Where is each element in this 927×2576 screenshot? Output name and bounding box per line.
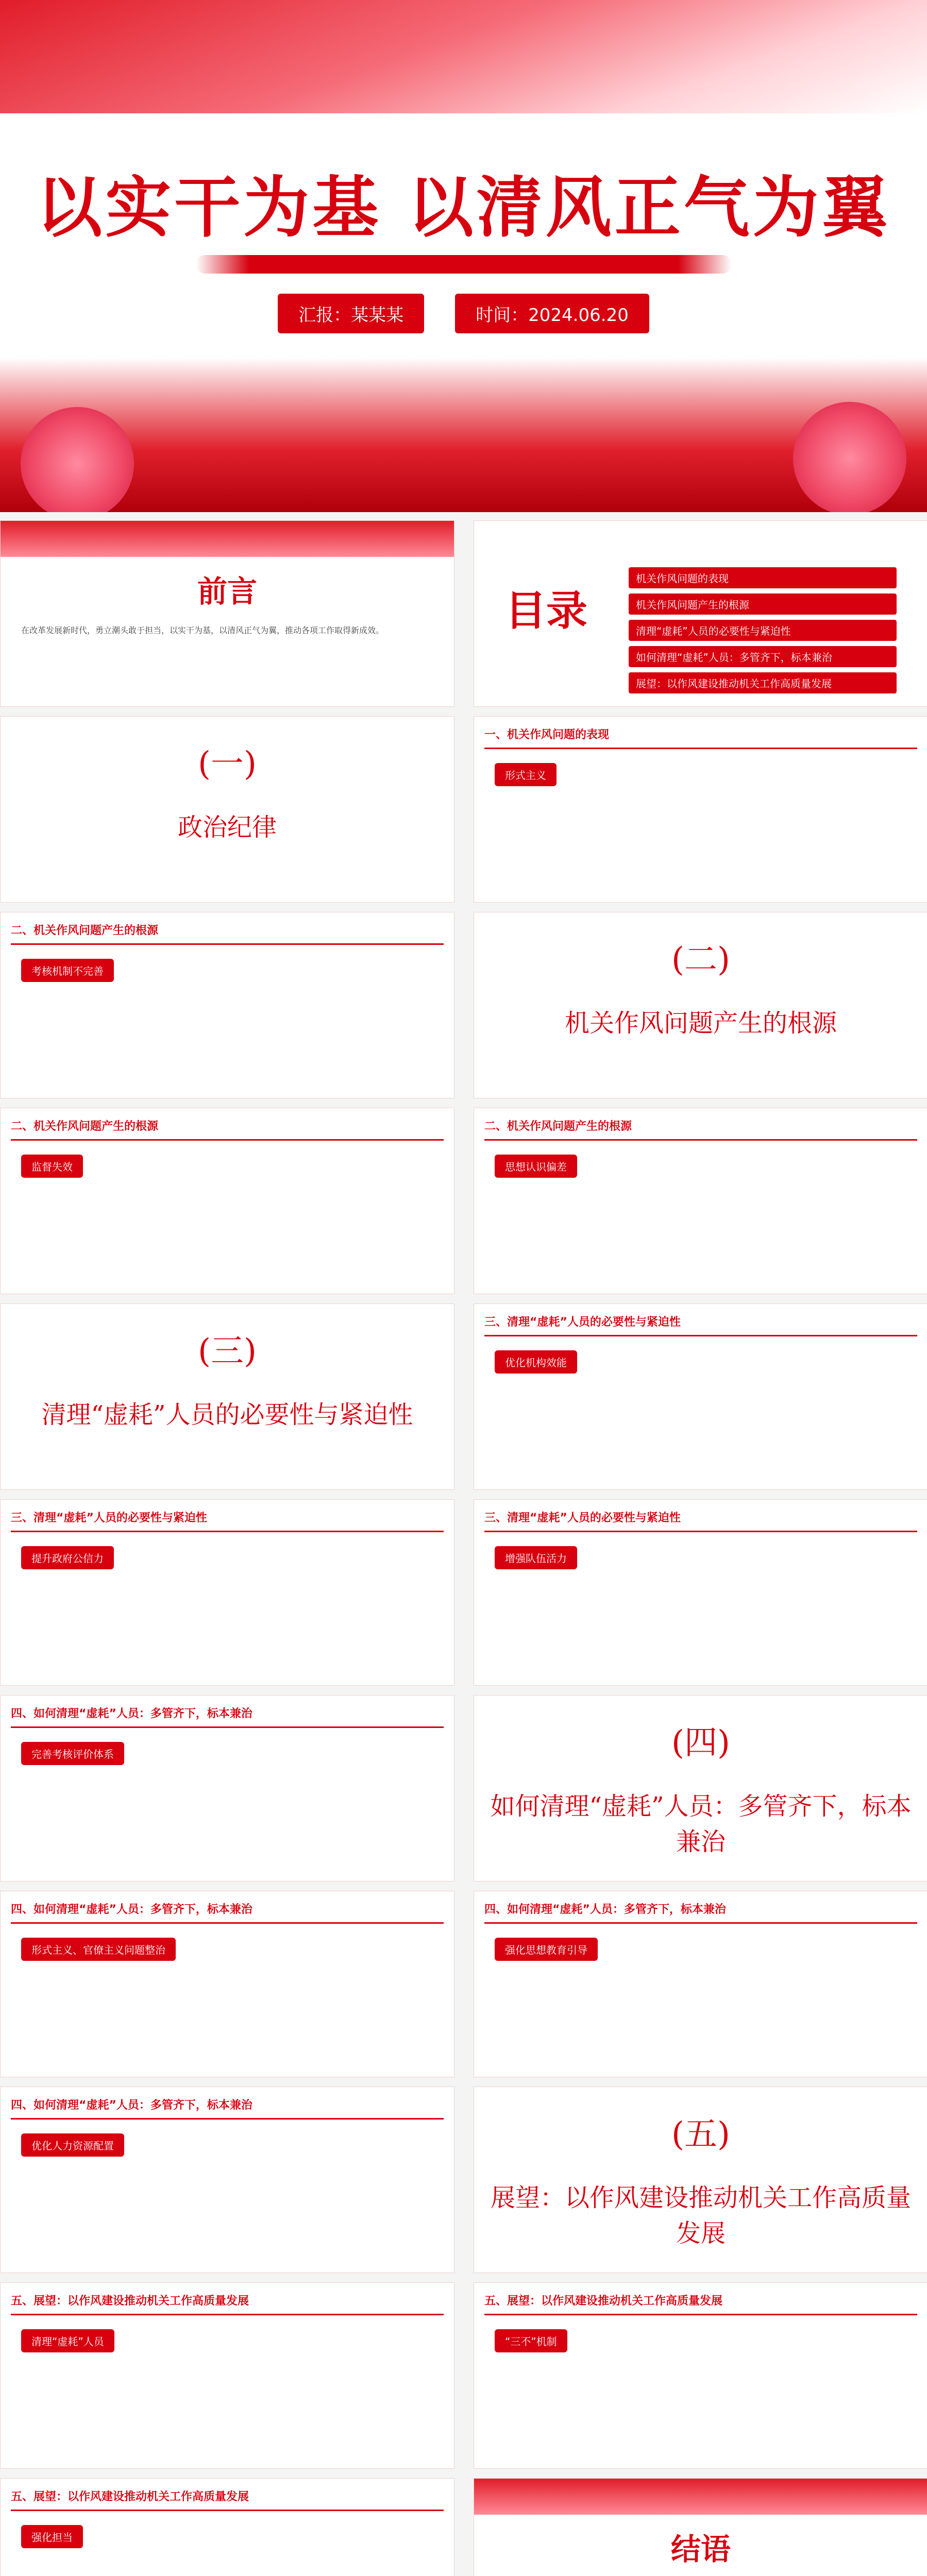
section-subtitle: 如何清理“虚耗”人员：多管齐下，标本兼治	[490, 1792, 912, 1856]
toc-item[interactable]: 如何清理“虚耗”人员：多管齐下，标本兼治	[629, 646, 897, 667]
section-subtitle: 清理“虚耗”人员的必要性与紧迫性	[41, 1400, 413, 1429]
content-slide-8	[0, 1695, 454, 1882]
topic-tag: 强化思想教育引导	[495, 1938, 598, 1961]
slide-topbar	[1, 521, 454, 557]
date-chip: 时间：2024.06.20	[455, 294, 649, 333]
content-slide-1	[474, 716, 927, 903]
part2-slide	[474, 912, 927, 1098]
slide-header: 五、展望：以作风建设推动机关工作高质量发展	[484, 2295, 723, 2308]
slide-topbar	[474, 2479, 927, 2515]
cover-title: 以实干为基 以清风正气为翼	[36, 169, 891, 246]
topic-tag: 思想认识偏差	[495, 1155, 577, 1178]
content-slide-14	[0, 2478, 454, 2576]
header-divider	[484, 1139, 917, 1141]
peony-right-graphic	[793, 402, 906, 512]
slide-header: 五、展望：以作风建设推动机关工作高质量发展	[11, 2490, 249, 2503]
section-numeral: (五)	[671, 2115, 730, 2154]
header-divider	[11, 2118, 444, 2120]
part1-slide	[0, 716, 454, 903]
header-divider	[11, 943, 444, 945]
toc-item[interactable]: 清理“虚耗”人员的必要性与紧迫性	[629, 620, 897, 641]
slide-header: 四、如何清理“虚耗”人员：多管齐下，标本兼治	[11, 1903, 252, 1916]
toc-item[interactable]: 机关作风问题的表现	[629, 567, 897, 588]
cover-slide	[0, 0, 927, 512]
content-slide-12	[0, 2282, 454, 2469]
slide-header: 二、机关作风问题产生的根源	[11, 1120, 159, 1133]
slide-header: 二、机关作风问题产生的根源	[11, 924, 159, 937]
header-divider	[11, 1531, 444, 1532]
reporter-chip: 汇报：某某某	[278, 294, 424, 333]
content-slide-2	[0, 912, 454, 1098]
skyline-graphic	[0, 358, 927, 512]
toc-title: 目录	[505, 586, 587, 635]
toc-list	[629, 567, 897, 699]
slide-header: 三、清理“虚耗”人员的必要性与紧迫性	[484, 1512, 681, 1524]
slide-header: 三、清理“虚耗”人员的必要性与紧迫性	[11, 1512, 207, 1524]
topic-tag: 考核机制不完善	[21, 959, 114, 982]
content-slide-6	[0, 1499, 454, 1686]
header-divider	[11, 1726, 444, 1728]
section-numeral: (三)	[198, 1332, 257, 1370]
content-slide-13	[474, 2282, 927, 2469]
section-subtitle: 展望：以作风建设推动机关工作高质量发展	[490, 2183, 911, 2248]
topic-tag: 清理“虚耗”人员	[21, 2329, 114, 2352]
section-numeral: (一)	[198, 745, 257, 783]
peony-left-graphic	[21, 407, 134, 512]
content-slide-7	[474, 1499, 927, 1686]
topic-tag: 完善考核评价体系	[21, 1742, 124, 1765]
topic-tag: 提升政府公信力	[21, 1546, 114, 1569]
preface-slide	[0, 520, 454, 707]
slide-header: 四、如何清理“虚耗”人员：多管齐下，标本兼治	[484, 1903, 726, 1916]
header-divider	[484, 1335, 917, 1336]
topic-tag: 形式主义、官僚主义问题整治	[21, 1938, 176, 1961]
slide-body: 在改革发展新时代，勇立潮头敢于担当，以实干为基，以清风正气为翼，推动各项工作取得新成效。	[21, 625, 384, 635]
section-subtitle: 政治纪律	[177, 813, 277, 842]
toc-item[interactable]: 机关作风问题产生的根源	[629, 594, 897, 615]
content-slide-10	[474, 1891, 927, 2077]
header-divider	[11, 1139, 444, 1141]
conclusion-slide	[474, 2478, 927, 2576]
cover-chips	[0, 294, 927, 333]
slide-header: 一、机关作风问题的表现	[484, 728, 610, 741]
header-divider	[484, 1531, 917, 1532]
content-slide-5	[474, 1303, 927, 1490]
header-divider	[11, 2510, 444, 2511]
part5-slide	[474, 2087, 927, 2273]
topic-tag: 优化人力资源配置	[21, 2133, 124, 2157]
section-numeral: (四)	[671, 1724, 730, 1762]
section-numeral: (二)	[671, 941, 730, 979]
header-divider	[11, 1922, 444, 1924]
toc-item[interactable]: 展望：以作风建设推动机关工作高质量发展	[629, 672, 897, 693]
section-subtitle: 机关作风问题产生的根源	[564, 1009, 837, 1038]
content-slide-11	[0, 2087, 454, 2273]
topic-tag: “三不”机制	[495, 2329, 567, 2352]
part4-slide	[474, 1695, 927, 1882]
content-slide-3	[0, 1108, 454, 1294]
slide-title: 结语	[670, 2532, 731, 2567]
slide-header: 二、机关作风问题产生的根源	[484, 1120, 632, 1133]
content-slide-9	[0, 1891, 454, 2077]
topic-tag: 增强队伍活力	[495, 1546, 577, 1569]
content-slide-4	[474, 1108, 927, 1294]
slide-header: 四、如何清理“虚耗”人员：多管齐下，标本兼治	[11, 2099, 252, 2112]
slide-header: 五、展望：以作风建设推动机关工作高质量发展	[11, 2295, 249, 2308]
slide-title: 前言	[197, 574, 257, 609]
header-divider	[484, 748, 917, 749]
part3-slide	[0, 1303, 454, 1490]
slide-header: 三、清理“虚耗”人员的必要性与紧迫性	[484, 1316, 681, 1329]
topic-tag: 优化机构效能	[495, 1350, 577, 1374]
topic-tag: 监督失效	[21, 1155, 83, 1178]
slide-header: 四、如何清理“虚耗”人员：多管齐下，标本兼治	[11, 1707, 252, 1720]
header-divider	[11, 2314, 444, 2315]
header-divider	[484, 2314, 917, 2315]
toc-slide	[474, 520, 927, 707]
header-divider	[484, 1922, 917, 1924]
cover-banner	[0, 0, 927, 113]
topic-tag: 形式主义	[495, 763, 557, 786]
cover-ribbon	[196, 255, 732, 274]
topic-tag: 强化担当	[21, 2525, 83, 2548]
